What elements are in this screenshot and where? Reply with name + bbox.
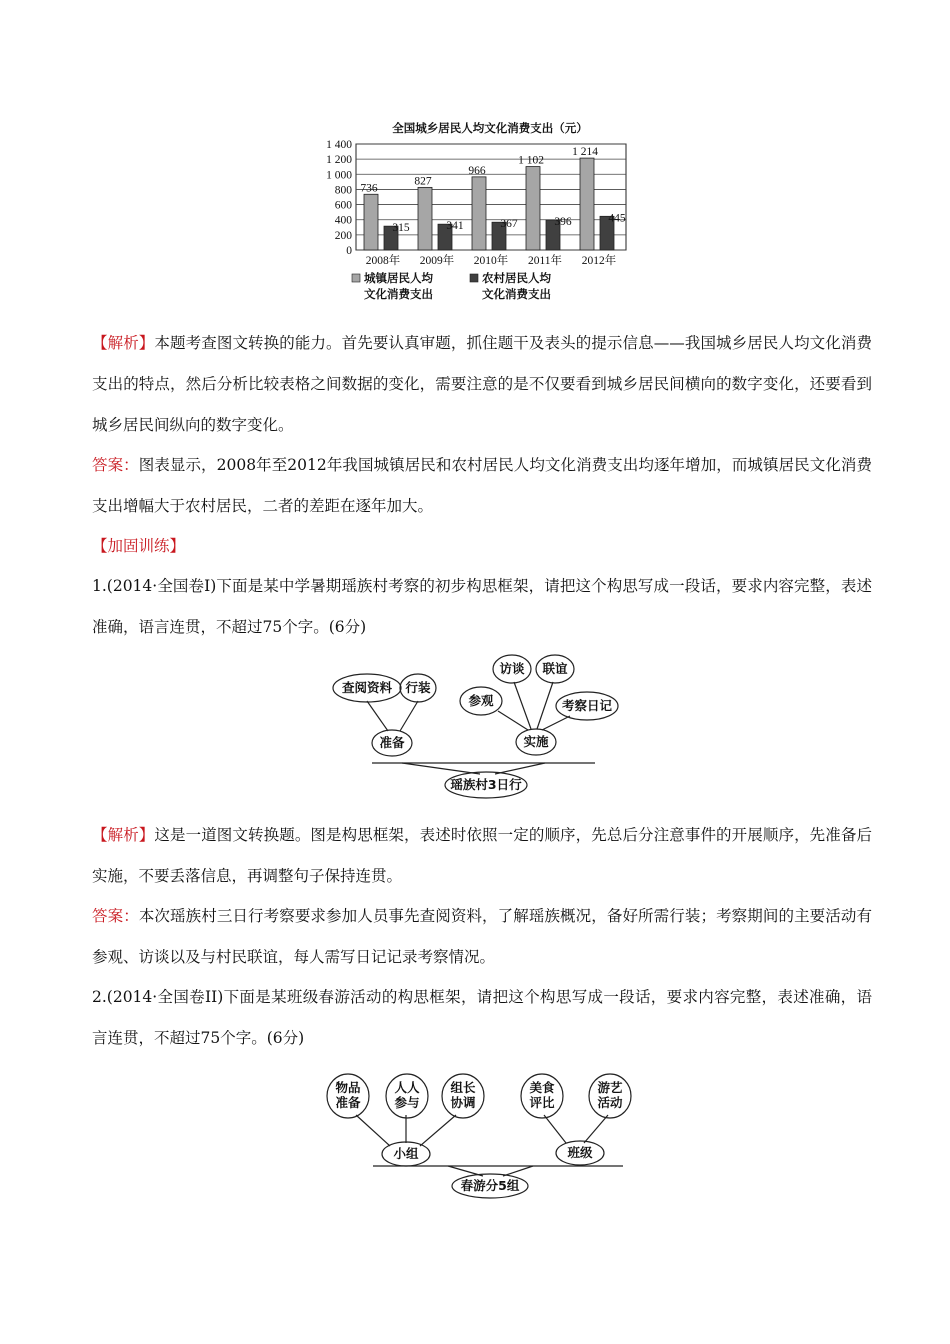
- concept-diagram-2: [318, 1070, 648, 1205]
- answer-paragraph-2: [92, 896, 872, 978]
- data-label: 341: [446, 220, 464, 233]
- leaf-label-line2: 活动: [597, 1095, 623, 1110]
- analysis-tag: 【解析】: [92, 334, 155, 352]
- branch-label-left: 小组: [393, 1146, 419, 1161]
- leaf-label-line1: 美食: [529, 1080, 555, 1095]
- bar: [418, 187, 432, 250]
- answer-text: 本次瑶族村三日行考察要求参加人员事先查阅资料，了解瑶族概况，备好所需行装；考察期间的主要活动有参观、访谈以及与村民联谊，每人需写日记记录考察情况。: [92, 907, 872, 966]
- leaf-label: 联谊: [542, 661, 568, 676]
- question-1: 1.(2014·全国卷I)下面是某中学暑期瑶族村考察的初步构思框架，请把这个构思写成一段话，要求内容完整，表述准确，语言连贯，不超过75个字。(6分): [92, 577, 872, 636]
- x-tick-label: 2012年: [581, 255, 617, 267]
- data-label: 827: [414, 175, 432, 188]
- concept-diagram-1: [320, 650, 630, 805]
- branch-label-right: 实施: [523, 734, 549, 749]
- y-tick-label: 0: [346, 245, 352, 257]
- data-label: 1 102: [518, 154, 544, 167]
- legend-label: 农村居民人均: [482, 271, 551, 285]
- data-label: 396: [554, 216, 572, 229]
- analysis-paragraph-2: [92, 815, 872, 897]
- leaf-label-line1: 物品: [335, 1080, 361, 1095]
- leaf-label-line1: 人人: [394, 1080, 420, 1095]
- bar: [364, 194, 378, 250]
- leaf-label-line2: 协调: [450, 1095, 476, 1110]
- analysis-paragraph-1: [92, 323, 872, 446]
- analysis-text: 这是一道图文转换题。图是构思框架，表述时依照一定的顺序，先总后分注意事件的开展顺序，先准备后实施，不要丢落信息，再调整句子保持连贯。: [92, 826, 872, 885]
- y-tick-label: 400: [334, 214, 352, 227]
- leaf-label-line1: 组长: [450, 1080, 476, 1095]
- data-label: 315: [392, 222, 410, 235]
- section-title: 【加固训练】: [92, 537, 186, 555]
- y-tick-label: 800: [334, 184, 352, 197]
- answer-text: 图表显示，2008年至2012年我国城镇居民和农村居民人均文化消费支出均逐年增加，而城镇居民文化消费支出增幅大于农村居民，二者的差距在逐年加大。: [92, 456, 872, 515]
- legend-label: 文化消费支出: [482, 287, 551, 301]
- analysis-text: 本题考查图文转换的能力。首先要认真审题，抓住题干及表头的提示信息——我国城乡居民人均文化消费支出的特点，然后分析比较表格之间数据的变化，需要注意的是不仅要看到城乡居民间横向的数字变化，还要看到城乡居民间纵向的数字变化。: [92, 334, 872, 434]
- branch-label-right: 班级: [567, 1145, 593, 1160]
- data-label: 445: [608, 212, 626, 225]
- analysis-tag: 【解析】: [92, 826, 155, 844]
- data-label: 367: [500, 218, 518, 231]
- y-tick-label: 1 400: [326, 139, 352, 151]
- chart-svg: [300, 118, 640, 308]
- root-label: 瑶族村3日行: [450, 777, 522, 792]
- y-tick-label: 200: [334, 229, 352, 242]
- x-tick-label: 2008年: [365, 255, 401, 267]
- leaf-label: 行装: [405, 680, 431, 695]
- x-tick-label: 2009年: [419, 255, 455, 267]
- leaf-label: 查阅资料: [341, 680, 393, 695]
- legend-label: 城镇居民人均: [364, 271, 433, 285]
- answer-tag: 答案：: [92, 907, 139, 925]
- bar: [526, 167, 540, 250]
- x-tick-label: 2011年: [527, 255, 563, 267]
- y-tick-label: 1 000: [326, 169, 352, 182]
- leaf-label: 访谈: [499, 661, 525, 676]
- legend-label: 文化消费支出: [364, 287, 433, 301]
- answer-tag: 答案：: [92, 456, 139, 474]
- question-2: 2.(2014·全国卷II)下面是某班级春游活动的构思框架，请把这个构思写成一段话，要求内容完整，表述准确，语言连贯，不超过75个字。(6分): [92, 988, 872, 1047]
- bar: [472, 177, 486, 250]
- answer-paragraph-1: [92, 445, 872, 527]
- root-label: 春游分5组: [460, 1178, 520, 1193]
- data-label: 1 214: [572, 146, 598, 159]
- bar-chart: [300, 118, 640, 308]
- data-label: 736: [360, 182, 378, 195]
- leaf-label-line2: 参与: [394, 1095, 420, 1110]
- leaf-label-line2: 准备: [335, 1095, 361, 1110]
- legend-swatch: [470, 274, 478, 282]
- leaf-label: 考察日记: [561, 698, 613, 713]
- data-label: 966: [468, 164, 486, 177]
- bar: [580, 158, 594, 250]
- leaf-label-line2: 评比: [529, 1095, 555, 1110]
- y-tick-label: 1 200: [326, 154, 352, 167]
- branch-label-left: 准备: [379, 735, 405, 750]
- leaf-label: 参观: [468, 693, 494, 708]
- chart-title: 全国城乡居民人均文化消费支出（元）: [392, 121, 588, 135]
- legend-swatch: [352, 274, 360, 282]
- x-tick-label: 2010年: [473, 255, 509, 267]
- leaf-label-line1: 游艺: [597, 1080, 623, 1095]
- y-tick-label: 600: [334, 199, 352, 212]
